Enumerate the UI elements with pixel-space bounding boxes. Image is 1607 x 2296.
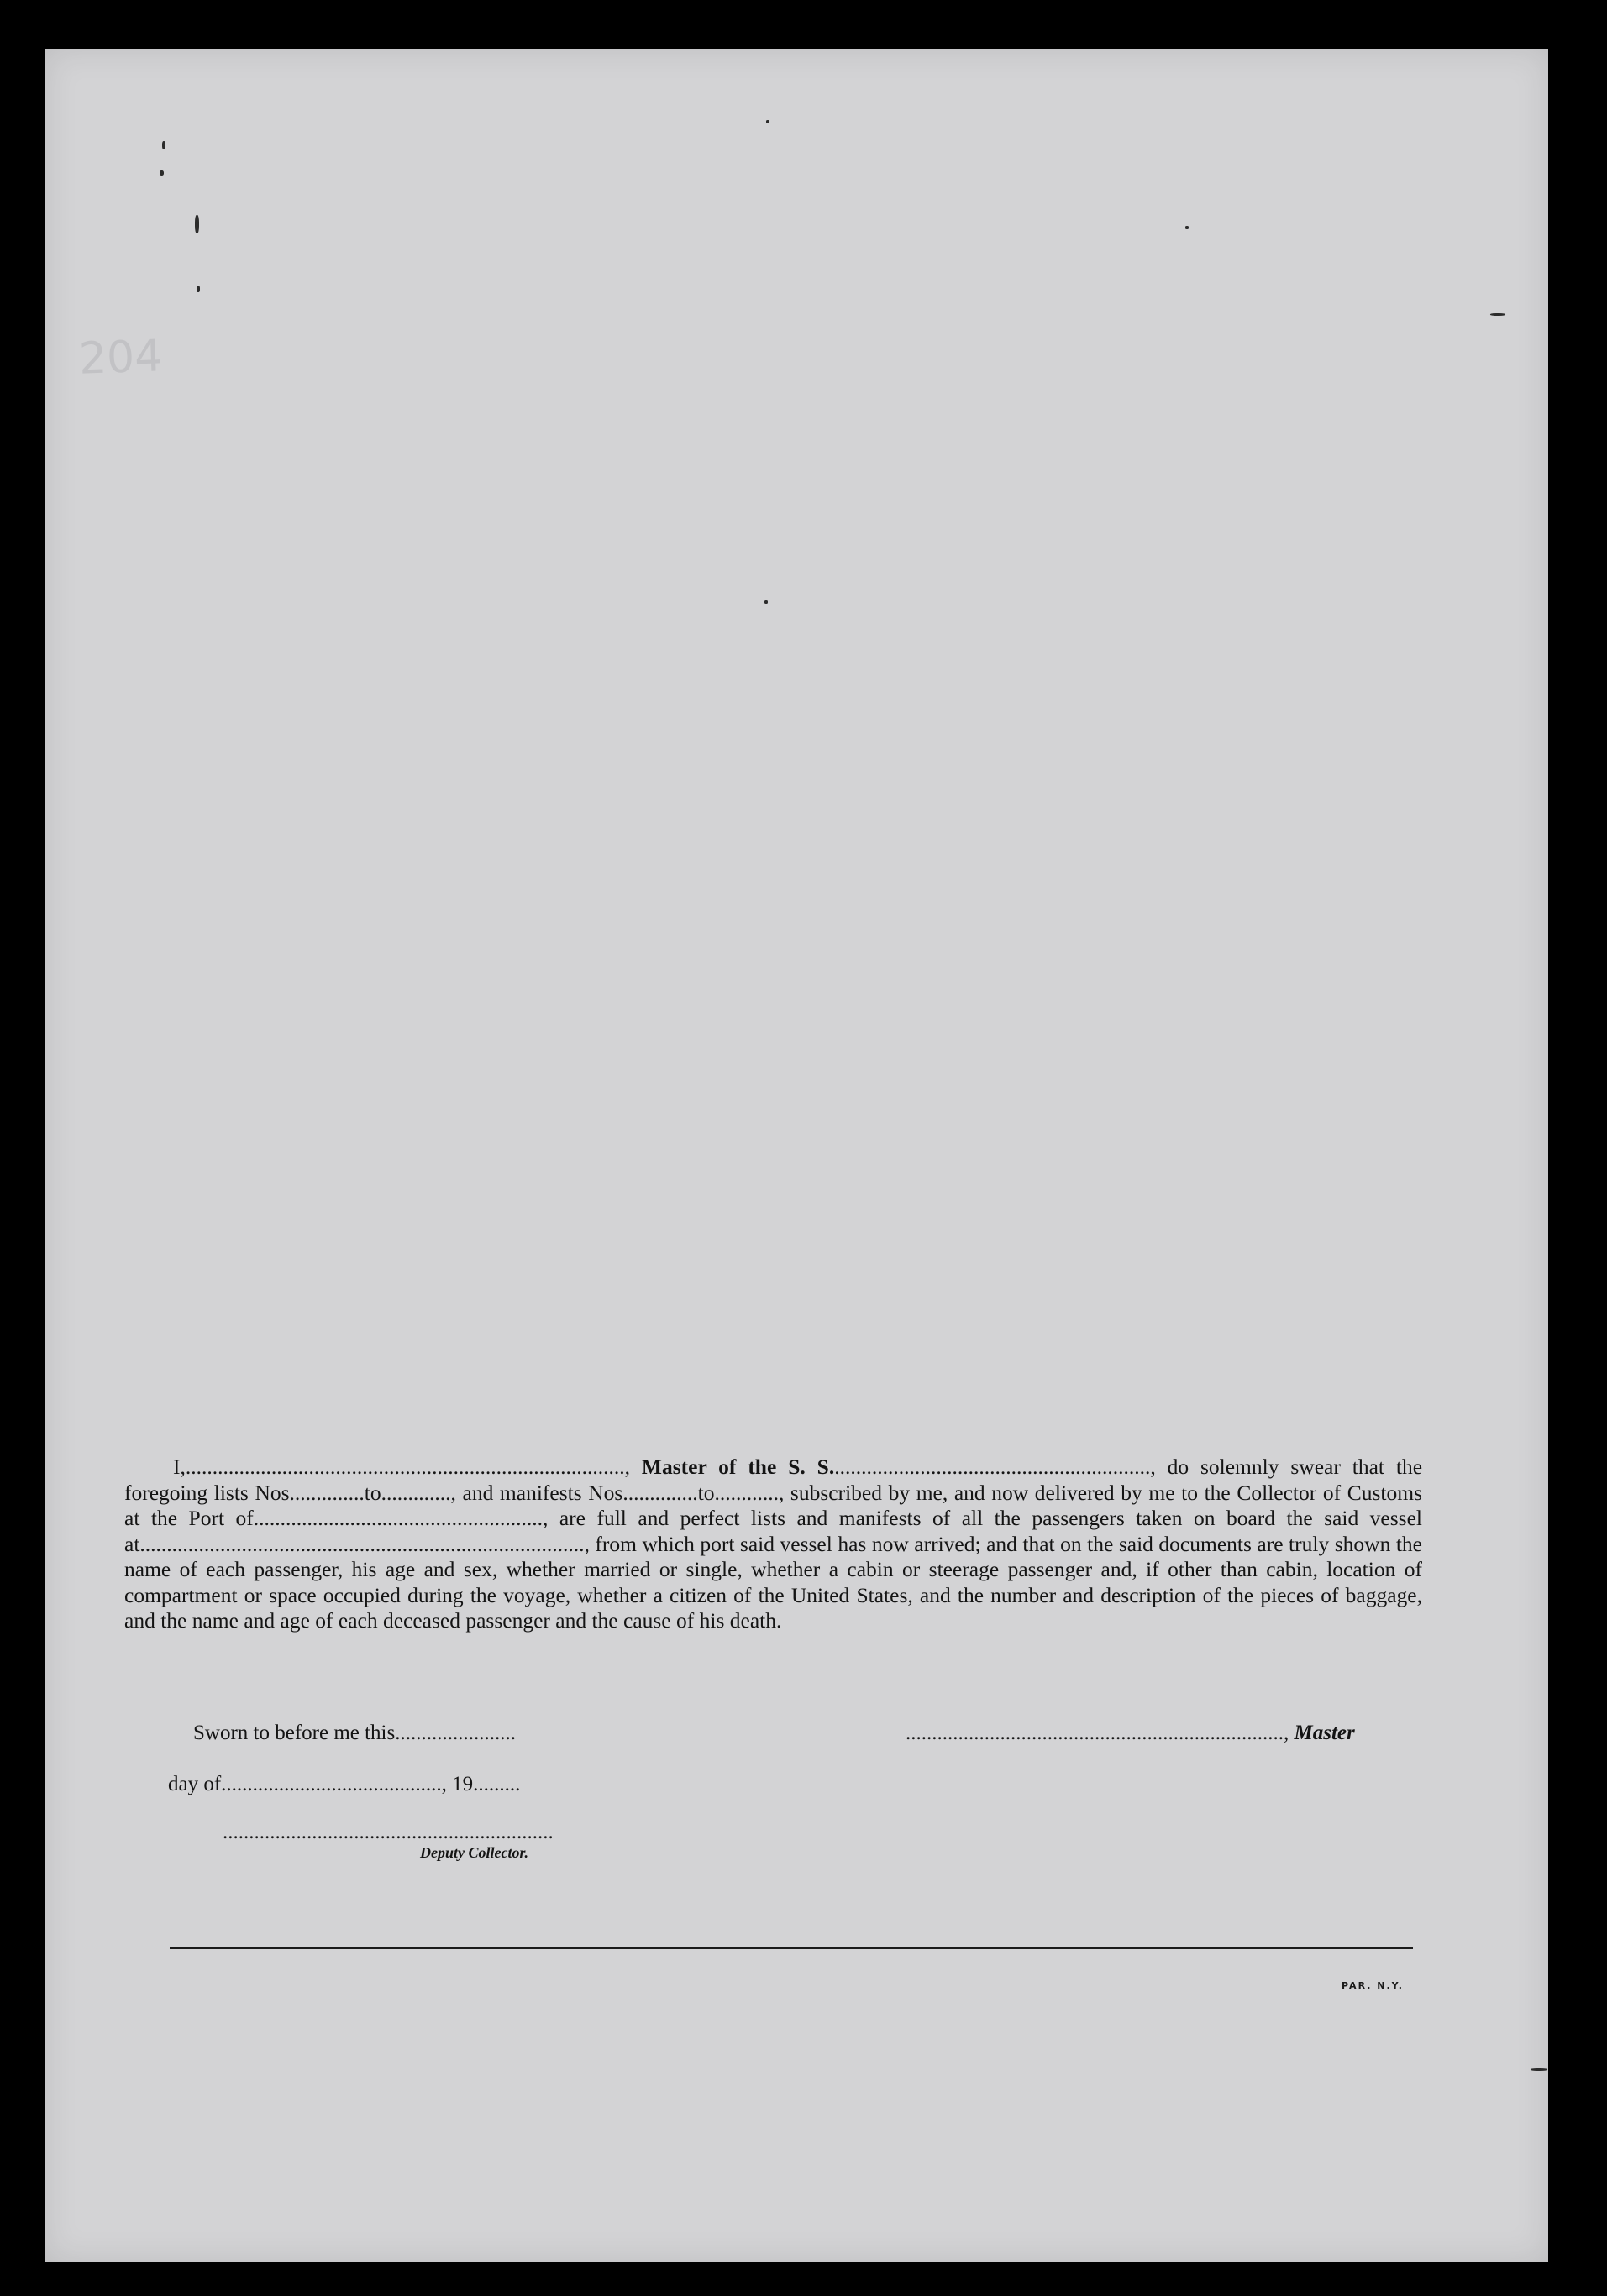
printer-imprint: PAR. N.Y. bbox=[1342, 1980, 1404, 1991]
master-signature-blank: ........................................................................, bbox=[906, 1722, 1289, 1744]
ink-speck bbox=[160, 170, 164, 176]
ink-speck bbox=[1531, 2068, 1547, 2071]
ink-speck bbox=[195, 215, 199, 233]
deputy-signature-blank: ............................................................... bbox=[223, 1821, 554, 1843]
deputy-collector-caption: Deputy Collector. bbox=[420, 1844, 528, 1861]
sworn-line: Sworn to before me this....................... bbox=[193, 1722, 516, 1744]
horizontal-rule bbox=[170, 1947, 1413, 1949]
master-signature bbox=[906, 1722, 1355, 1745]
oath-paragraph bbox=[124, 1455, 1422, 1634]
ink-speck bbox=[764, 600, 768, 604]
oath-body: swear that the foregoing lists Nos..............to............., and manifests Nos..............to............, subscribed by me, and now delivered by me to the Collector of Customs at the Port of......................................................, are full and perfect lists and manifests of all the passengers taken on board the said vessel at..................................................................................., from which port said vessel has now arrived; and that on the said documents are truly shown the name of each passenger, his age and sex, whether married or single, whether a cabin or steerage passenger and, if other than cabin, location of compartment or space occupied during the voyage, whether a citizen of the United States, and the number and description of the pieces of baggage, and the name and age of each deceased passenger and the cause of his death. bbox=[124, 1455, 1423, 1633]
oath-i: I, bbox=[173, 1455, 186, 1479]
name-blank: .................................................................................., bbox=[185, 1455, 630, 1479]
oath-line1-end: do solemnly bbox=[1167, 1455, 1279, 1479]
ship-blank: ..........................................................., bbox=[834, 1455, 1156, 1479]
ink-speck bbox=[162, 141, 165, 149]
faint-page-number: 204 bbox=[77, 331, 164, 385]
master-label: Master of the S. S. bbox=[641, 1455, 835, 1479]
master-word: Master bbox=[1294, 1722, 1355, 1744]
document-page bbox=[45, 49, 1548, 2262]
ink-speck bbox=[1185, 226, 1189, 229]
ink-speck bbox=[766, 120, 769, 123]
day-of-line: day of.........................................., 19......... bbox=[168, 1773, 521, 1795]
ink-speck bbox=[197, 286, 200, 292]
ink-speck bbox=[1490, 313, 1505, 316]
